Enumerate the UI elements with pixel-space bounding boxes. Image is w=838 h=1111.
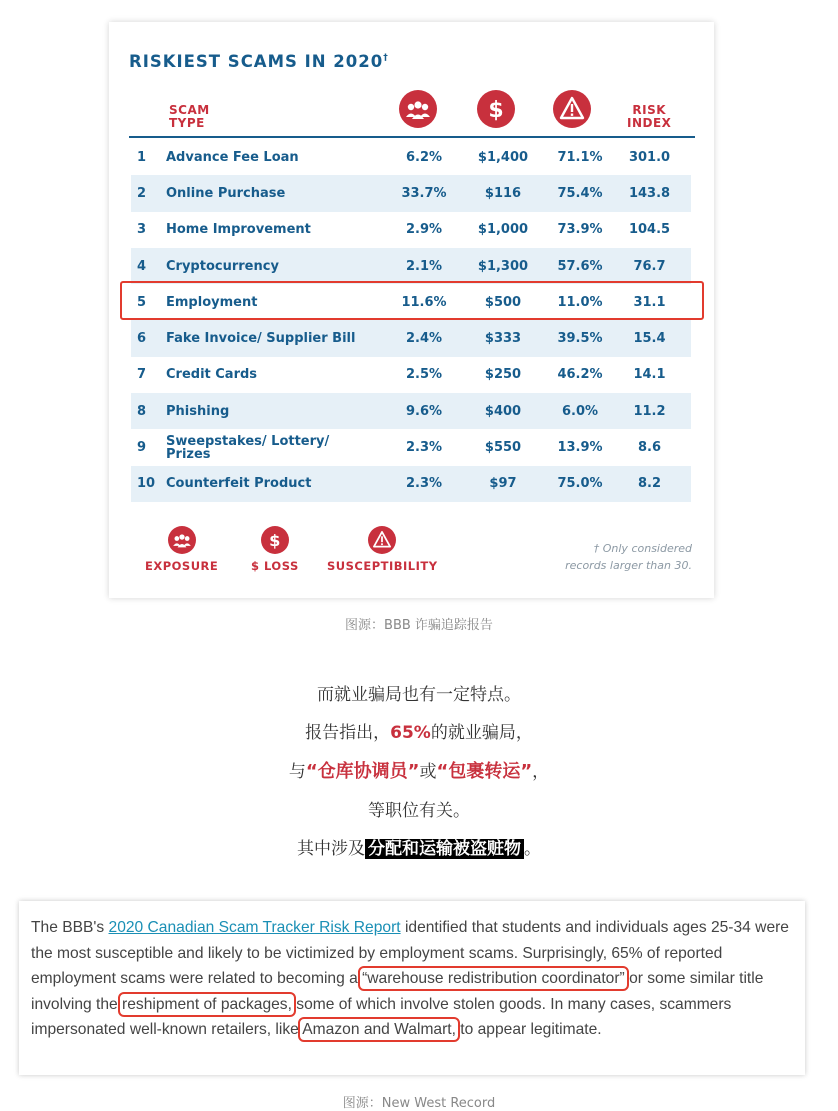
exposure-value: 33.7%: [401, 185, 447, 201]
table-row: [131, 429, 691, 465]
loss-value: $1,300: [477, 258, 529, 274]
table-row: [131, 175, 691, 211]
scam-type: Home Improvement: [166, 222, 311, 238]
legend-exposure: EXPOSURE: [145, 526, 218, 573]
row-number: 2: [137, 185, 147, 201]
text-line: 而就业骗局也有一定特点。: [317, 685, 521, 705]
exposure-value: 2.9%: [405, 222, 443, 238]
row-number: 1: [137, 149, 147, 165]
image-caption: 图源：New West Record: [342, 1096, 496, 1111]
loss-value: $250: [484, 367, 522, 383]
table-row: [131, 248, 691, 284]
risk-value: 11.2: [633, 403, 666, 419]
legend-susceptibility: SUSCEPTIBILITY: [327, 526, 438, 573]
image-caption: 图源：BBB 诈骗追踪报告: [345, 618, 493, 633]
report-link[interactable]: 2020 Canadian Scam Tracker Risk Report: [108, 919, 401, 936]
loss-value: $1,400: [477, 149, 529, 165]
exposure-value: 2.1%: [405, 258, 443, 274]
exposure-value: 9.6%: [405, 403, 443, 419]
svg-text:$: $: [488, 98, 504, 123]
risk-value: 76.7: [633, 258, 666, 274]
susceptibility-value: 6.0%: [561, 403, 599, 419]
alert-icon: [368, 526, 396, 554]
scam-type: Phishing: [166, 403, 230, 419]
exposure-value: 6.2%: [405, 149, 443, 165]
employment-highlight-box: [120, 281, 704, 320]
row-number: 10: [137, 476, 156, 492]
risk-value: 143.8: [628, 185, 671, 201]
susceptibility-value: 13.9%: [557, 440, 603, 456]
quoted-article-excerpt: The BBB's 2020 Canadian Scam Tracker Risk Report identified that students and individuals ages 25-34 were the most susceptible and likely to be victimized by employment scams. Surprisingly, 65% of reported employment scams were related to becoming a “warehouse redistribution coordinator” or some similar title involving the reshipment of packages, some of which involve stolen goods. In many cases, scammers impersonated well-known retailers, like Amazon and Walmart, to appear legitimate.: [19, 901, 805, 1075]
table-footnote: † Only considered records larger than 30.: [565, 542, 692, 572]
scam-table-body: [131, 139, 691, 502]
table-row: [131, 393, 691, 429]
row-number: 4: [137, 258, 147, 274]
row-number: 3: [137, 222, 147, 238]
scam-type: Counterfeit Product: [166, 476, 312, 492]
susceptibility-value: 46.2%: [557, 367, 603, 383]
loss-value: $116: [484, 185, 522, 201]
scam-type: Cryptocurrency: [166, 258, 279, 274]
svg-text:$: $: [269, 530, 281, 550]
row-number: 5: [137, 294, 147, 310]
risk-value: 8.6: [637, 440, 662, 456]
exposure-value: 2.3%: [405, 476, 443, 492]
row-number: 8: [137, 403, 147, 419]
loss-value: $550: [484, 440, 522, 456]
table-row: [131, 466, 691, 502]
row-number: 6: [137, 331, 147, 347]
susceptibility-value: 11.0%: [557, 294, 603, 310]
header-risk-index: RISK INDEX: [627, 103, 672, 130]
scam-type: Credit Cards: [166, 367, 258, 383]
susceptibility-value: 57.6%: [557, 258, 603, 274]
scam-type: Online Purchase: [166, 185, 286, 201]
text-line: 等职位有关。: [368, 801, 470, 821]
susceptibility-value: 39.5%: [557, 331, 603, 347]
susceptibility-value: 73.9%: [557, 222, 603, 238]
people-icon: [399, 90, 437, 128]
susceptibility-value: 75.0%: [557, 476, 603, 492]
susceptibility-value: 75.4%: [557, 185, 603, 201]
loss-value: $500: [484, 294, 522, 310]
scam-type: Employment: [166, 294, 258, 310]
table-row: [131, 320, 691, 356]
risk-value: 31.1: [633, 294, 666, 310]
text-line: 报告指出，65%的就业骗局，: [305, 723, 533, 743]
risk-value: 15.4: [633, 331, 666, 347]
loss-value: $400: [484, 403, 522, 419]
table-row: [131, 357, 691, 393]
exposure-value: 2.5%: [405, 367, 443, 383]
risk-value: 8.2: [637, 476, 662, 492]
alert-icon: [553, 90, 591, 128]
table-row: [131, 212, 691, 248]
highlight-retailers: Amazon and Walmart,: [302, 1021, 456, 1038]
loss-value: $333: [484, 331, 522, 347]
legend-loss: $ $ LOSS: [251, 526, 299, 573]
header-divider: [129, 136, 695, 138]
row-number: 9: [137, 440, 147, 456]
highlighted-phrase: 分配和运输被盗赃物: [365, 839, 524, 859]
scam-type: Fake Invoice/ Supplier Bill: [166, 331, 356, 347]
exposure-value: 2.3%: [405, 440, 443, 456]
people-icon: [168, 526, 196, 554]
exposure-value: 2.4%: [405, 331, 443, 347]
row-number: 7: [137, 367, 147, 383]
dollar-icon: [477, 90, 515, 128]
table-row: [131, 139, 691, 175]
scam-type: Advance Fee Loan: [166, 149, 299, 165]
highlight-warehouse-coordinator: “warehouse redistribution coordinator”: [362, 970, 625, 987]
exposure-value: 11.6%: [401, 294, 447, 310]
scam-type: Sweepstakes/ Lottery/ Prizes: [166, 433, 330, 462]
loss-value: $1,000: [477, 222, 529, 238]
dollar-icon: [261, 526, 289, 554]
risk-value: 14.1: [633, 367, 666, 383]
text-line: 其中涉及 分配和运输被盗赃物 。: [297, 839, 541, 859]
table-title: RISKIEST SCAMS IN 2020†: [129, 52, 388, 71]
text-line: 与“仓库协调员”或“包裹转运”，: [288, 761, 550, 782]
risk-value: 301.0: [628, 149, 671, 165]
risk-value: 104.5: [628, 222, 671, 238]
susceptibility-value: 71.1%: [557, 149, 603, 165]
highlight-reshipment: reshipment of packages,: [122, 995, 292, 1013]
header-scam-type: SCAM TYPE: [169, 103, 210, 130]
loss-value: $97: [489, 476, 517, 492]
